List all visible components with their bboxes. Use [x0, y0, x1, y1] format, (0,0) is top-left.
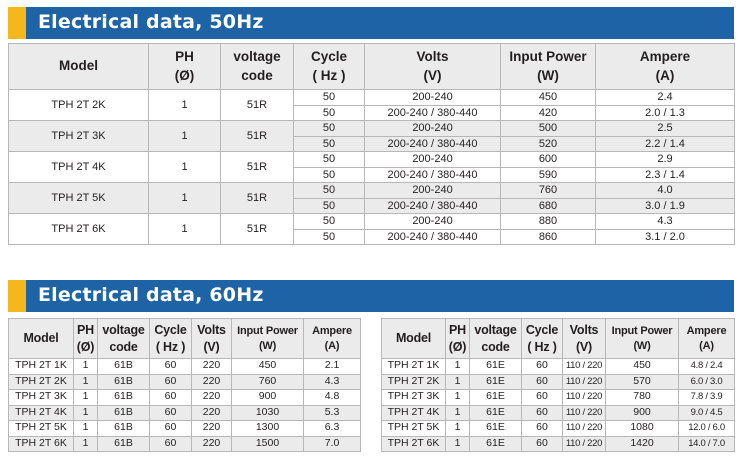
- code-cell: 61E: [470, 359, 522, 375]
- col-header-volts: Volts (V): [365, 44, 501, 90]
- table-row: [382, 374, 735, 390]
- cycle-cell: 50: [294, 198, 365, 214]
- model-cell: TPH 2T 2K: [9, 374, 74, 390]
- table-row: [382, 405, 735, 421]
- cycle-cell: 50: [294, 121, 365, 137]
- ph-cell: 1: [446, 405, 470, 421]
- ampere-cell: 6.0 / 3.0: [679, 374, 735, 390]
- col-header-ph: PH (Ø): [446, 319, 470, 359]
- col-header-voltage-code: voltage code: [221, 44, 294, 90]
- cycle-cell: 60: [522, 421, 563, 437]
- volts-cell: 200-240 / 380-440: [365, 167, 501, 183]
- col-header-cycle: Cycle ( Hz ): [522, 319, 563, 359]
- model-cell: TPH 2T 3K: [9, 390, 74, 406]
- power-cell: 1080: [606, 421, 679, 437]
- table-row: [382, 359, 735, 375]
- power-cell: 450: [606, 359, 679, 375]
- ph-cell: 1: [446, 436, 470, 452]
- ph-cell: 1: [74, 436, 98, 452]
- ampere-cell: 14.0 / 7.0: [679, 436, 735, 452]
- ph-cell: 1: [446, 374, 470, 390]
- volts-cell: 110 / 220: [563, 421, 606, 437]
- power-cell: 1420: [606, 436, 679, 452]
- table-row: [9, 359, 361, 375]
- cycle-cell: 60: [150, 421, 192, 437]
- ampere-cell: 5.3: [304, 405, 361, 421]
- col-header-volts: Volts (V): [563, 319, 606, 359]
- volts-cell: 220: [192, 421, 232, 437]
- volts-cell: 200-240: [365, 121, 501, 137]
- volts-cell: 110 / 220: [563, 359, 606, 375]
- power-cell: 780: [606, 390, 679, 406]
- ph-cell: 1: [446, 421, 470, 437]
- volts-cell: 110 / 220: [563, 390, 606, 406]
- electrical-data-50hz-table: [8, 43, 735, 245]
- code-cell: 51R: [221, 152, 294, 183]
- cycle-cell: 60: [150, 374, 192, 390]
- volts-cell: 220: [192, 405, 232, 421]
- power-cell: 1300: [232, 421, 304, 437]
- ph-cell: 1: [74, 390, 98, 406]
- ampere-cell: 2.4: [596, 90, 735, 106]
- code-cell: 61B: [98, 405, 150, 421]
- cycle-cell: 60: [522, 436, 563, 452]
- col-header-ampere: Ampere (A): [596, 44, 735, 90]
- ampere-cell: 2.9: [596, 152, 735, 168]
- ph-cell: 1: [149, 121, 221, 152]
- ampere-cell: 12.0 / 6.0: [679, 421, 735, 437]
- ph-cell: 1: [446, 359, 470, 375]
- table-row: [9, 405, 361, 421]
- col-header-ampere: Ampere (A): [679, 319, 735, 359]
- header-row: [9, 44, 735, 90]
- code-cell: 61B: [98, 421, 150, 437]
- col-header-cycle: Cycle ( Hz ): [150, 319, 192, 359]
- cycle-cell: 50: [294, 229, 365, 245]
- model-cell: TPH 2T 6K: [9, 436, 74, 452]
- electrical-data-60hz-table-left: [8, 318, 361, 452]
- cycle-cell: 60: [522, 390, 563, 406]
- volts-cell: 200-240: [365, 90, 501, 106]
- ampere-cell: 4.8 / 2.4: [679, 359, 735, 375]
- col-header-model: Model: [9, 319, 74, 359]
- ampere-cell: 6.3: [304, 421, 361, 437]
- model-cell: TPH 2T 5K: [382, 421, 446, 437]
- col-header-model: Model: [382, 319, 446, 359]
- model-cell: TPH 2T 2K: [382, 374, 446, 390]
- power-cell: 760: [501, 183, 596, 199]
- table-row: [9, 214, 735, 230]
- col-header-cycle: Cycle ( Hz ): [294, 44, 365, 90]
- model-cell: TPH 2T 1K: [382, 359, 446, 375]
- ampere-cell: 3.0 / 1.9: [596, 198, 735, 214]
- power-cell: 760: [232, 374, 304, 390]
- cycle-cell: 60: [150, 390, 192, 406]
- power-cell: 590: [501, 167, 596, 183]
- volts-cell: 220: [192, 359, 232, 375]
- code-cell: 51R: [221, 214, 294, 245]
- cycle-cell: 50: [294, 214, 365, 230]
- model-cell: TPH 2T 4K: [9, 152, 149, 183]
- cycle-cell: 60: [522, 374, 563, 390]
- power-cell: 680: [501, 198, 596, 214]
- cycle-cell: 50: [294, 183, 365, 199]
- cycle-cell: 60: [150, 405, 192, 421]
- electrical-data-60hz-table-right: [381, 318, 735, 452]
- ampere-cell: 7.0: [304, 436, 361, 452]
- cycle-cell: 50: [294, 105, 365, 121]
- volts-cell: 220: [192, 436, 232, 452]
- volts-cell: 110 / 220: [563, 374, 606, 390]
- power-cell: 880: [501, 214, 596, 230]
- model-cell: TPH 2T 3K: [382, 390, 446, 406]
- volts-cell: 200-240 / 380-440: [365, 136, 501, 152]
- code-cell: 61B: [98, 436, 150, 452]
- volts-cell: 200-240: [365, 183, 501, 199]
- code-cell: 61E: [470, 374, 522, 390]
- table-row: [9, 152, 735, 168]
- col-header-voltage-code: voltage code: [98, 319, 150, 359]
- ampere-cell: 2.0 / 1.3: [596, 105, 735, 121]
- ampere-cell: 2.2 / 1.4: [596, 136, 735, 152]
- ph-cell: 1: [149, 90, 221, 121]
- cycle-cell: 60: [522, 359, 563, 375]
- model-cell: TPH 2T 5K: [9, 183, 149, 214]
- volts-cell: 220: [192, 374, 232, 390]
- col-header-input-power: Input Power (W): [606, 319, 679, 359]
- power-cell: 520: [501, 136, 596, 152]
- volts-cell: 200-240: [365, 152, 501, 168]
- ampere-cell: 7.8 / 3.9: [679, 390, 735, 406]
- table-row: [382, 421, 735, 437]
- header-row: [382, 319, 735, 359]
- ph-cell: 1: [74, 421, 98, 437]
- volts-cell: 200-240: [365, 214, 501, 230]
- col-header-input-power: Input Power (W): [232, 319, 304, 359]
- model-cell: TPH 2T 4K: [9, 405, 74, 421]
- table-row: [9, 421, 361, 437]
- code-cell: 51R: [221, 183, 294, 214]
- table-row: [9, 183, 735, 199]
- ampere-cell: 2.1: [304, 359, 361, 375]
- cycle-cell: 50: [294, 167, 365, 183]
- ph-cell: 1: [74, 374, 98, 390]
- model-cell: TPH 2T 5K: [9, 421, 74, 437]
- table-row: [382, 390, 735, 406]
- header-row: [9, 319, 361, 359]
- section-title-50hz: Electrical data, 50Hz: [38, 11, 264, 33]
- power-cell: 900: [232, 390, 304, 406]
- col-header-ph: PH (Ø): [74, 319, 98, 359]
- col-header-input-power: Input Power (W): [501, 44, 596, 90]
- ampere-cell: 4.8: [304, 390, 361, 406]
- table-row: [9, 374, 361, 390]
- table-row: [9, 390, 361, 406]
- ampere-cell: 4.0: [596, 183, 735, 199]
- banner-accent: [8, 280, 26, 312]
- volts-cell: 200-240 / 380-440: [365, 229, 501, 245]
- power-cell: 1500: [232, 436, 304, 452]
- power-cell: 600: [501, 152, 596, 168]
- code-cell: 51R: [221, 90, 294, 121]
- cycle-cell: 60: [522, 405, 563, 421]
- volts-cell: 110 / 220: [563, 436, 606, 452]
- ampere-cell: 4.3: [596, 214, 735, 230]
- banner-accent: [8, 7, 26, 39]
- power-cell: 420: [501, 105, 596, 121]
- model-cell: TPH 2T 3K: [9, 121, 149, 152]
- cycle-cell: 50: [294, 90, 365, 106]
- ampere-cell: 2.3 / 1.4: [596, 167, 735, 183]
- cycle-cell: 50: [294, 136, 365, 152]
- ampere-cell: 9.0 / 4.5: [679, 405, 735, 421]
- code-cell: 61B: [98, 359, 150, 375]
- cycle-cell: 50: [294, 152, 365, 168]
- power-cell: 500: [501, 121, 596, 137]
- section-banner-50hz: [8, 7, 734, 39]
- ph-cell: 1: [74, 405, 98, 421]
- volts-cell: 110 / 220: [563, 405, 606, 421]
- ph-cell: 1: [446, 390, 470, 406]
- code-cell: 61B: [98, 374, 150, 390]
- code-cell: 61E: [470, 405, 522, 421]
- ph-cell: 1: [149, 152, 221, 183]
- code-cell: 61E: [470, 390, 522, 406]
- col-header-ph: PH (Ø): [149, 44, 221, 90]
- cycle-cell: 60: [150, 359, 192, 375]
- volts-cell: 200-240 / 380-440: [365, 198, 501, 214]
- section-title-60hz: Electrical data, 60Hz: [38, 284, 264, 306]
- model-cell: TPH 2T 6K: [382, 436, 446, 452]
- volts-cell: 220: [192, 390, 232, 406]
- code-cell: 61B: [98, 390, 150, 406]
- cycle-cell: 60: [150, 436, 192, 452]
- table-row: [9, 121, 735, 137]
- ph-cell: 1: [149, 183, 221, 214]
- power-cell: 450: [232, 359, 304, 375]
- col-header-model: Model: [9, 44, 149, 90]
- power-cell: 860: [501, 229, 596, 245]
- ampere-cell: 2.5: [596, 121, 735, 137]
- table-row: [9, 90, 735, 106]
- ampere-cell: 4.3: [304, 374, 361, 390]
- ph-cell: 1: [149, 214, 221, 245]
- code-cell: 61E: [470, 421, 522, 437]
- table-row: [382, 436, 735, 452]
- power-cell: 450: [501, 90, 596, 106]
- model-cell: TPH 2T 4K: [382, 405, 446, 421]
- power-cell: 570: [606, 374, 679, 390]
- code-cell: 51R: [221, 121, 294, 152]
- col-header-ampere: Ampere (A): [304, 319, 361, 359]
- model-cell: TPH 2T 1K: [9, 359, 74, 375]
- section-banner-60hz: [8, 280, 734, 312]
- model-cell: TPH 2T 6K: [9, 214, 149, 245]
- col-header-voltage-code: voltage code: [470, 319, 522, 359]
- volts-cell: 200-240 / 380-440: [365, 105, 501, 121]
- ampere-cell: 3.1 / 2.0: [596, 229, 735, 245]
- col-header-volts: Volts (V): [192, 319, 232, 359]
- power-cell: 900: [606, 405, 679, 421]
- table-row: [9, 436, 361, 452]
- ph-cell: 1: [74, 359, 98, 375]
- code-cell: 61E: [470, 436, 522, 452]
- model-cell: TPH 2T 2K: [9, 90, 149, 121]
- power-cell: 1030: [232, 405, 304, 421]
